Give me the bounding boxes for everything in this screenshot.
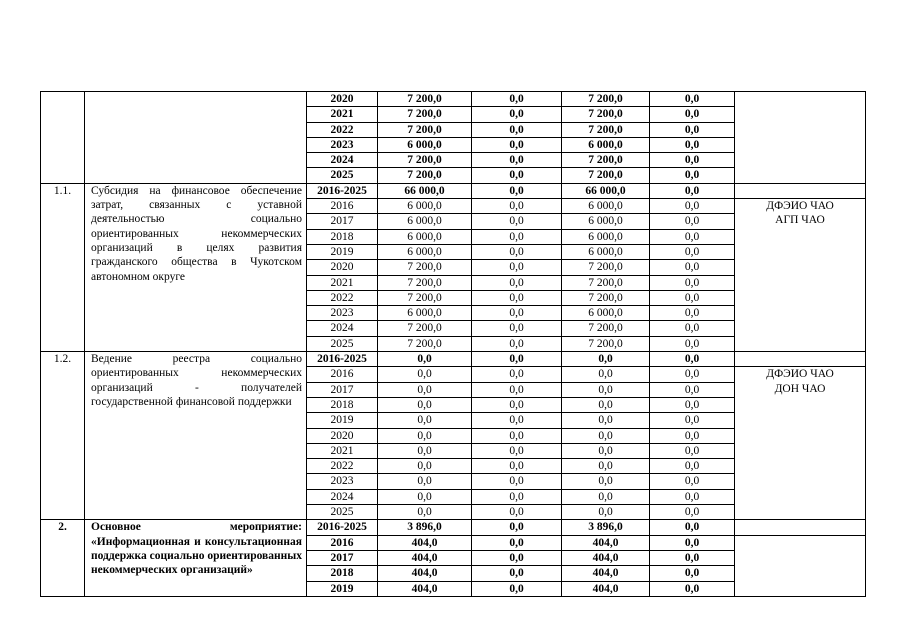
year-cell: 2016-2025 [307, 352, 378, 367]
year-cell: 2025 [307, 336, 378, 351]
total-cell: 6 000,0 [378, 199, 472, 214]
source-a-cell: 0,0 [472, 367, 562, 382]
source-c-cell: 0,0 [650, 321, 735, 336]
source-c-cell: 0,0 [650, 520, 735, 535]
year-cell: 2017 [307, 214, 378, 229]
item-description: Основное мероприятие: «Информационная и консультационная поддержка социально ориентированных некоммерческих организаций» [85, 520, 307, 596]
source-a-cell: 0,0 [472, 550, 562, 565]
year-cell: 2025 [307, 505, 378, 520]
year-cell: 2017 [307, 550, 378, 565]
source-b-cell: 0,0 [562, 397, 650, 412]
item-description: Субсидия на финансовое обеспечение затрат, связанных с уставной деятельностью социально ориентированных некоммерческих организаций в целях развития гражданского общества в Чукотском автономном округе [85, 183, 307, 351]
source-b-cell: 6 000,0 [562, 306, 650, 321]
total-cell: 0,0 [378, 397, 472, 412]
source-c-cell: 0,0 [650, 397, 735, 412]
source-b-cell: 7 200,0 [562, 275, 650, 290]
total-cell: 0,0 [378, 413, 472, 428]
source-c-cell: 0,0 [650, 367, 735, 382]
year-cell: 2020 [307, 428, 378, 443]
item-number: 1.2. [41, 352, 85, 520]
total-cell: 66 000,0 [378, 183, 472, 198]
source-c-cell: 0,0 [650, 474, 735, 489]
source-c-cell: 0,0 [650, 168, 735, 183]
source-c-cell: 0,0 [650, 137, 735, 152]
year-cell: 2021 [307, 275, 378, 290]
total-cell: 6 000,0 [378, 244, 472, 259]
source-b-cell: 0,0 [562, 382, 650, 397]
source-a-cell: 0,0 [472, 168, 562, 183]
source-a-cell: 0,0 [472, 581, 562, 596]
source-b-cell: 7 200,0 [562, 336, 650, 351]
responsible-blank [735, 92, 866, 184]
total-cell: 404,0 [378, 535, 472, 550]
source-c-cell: 0,0 [650, 244, 735, 259]
total-cell: 3 896,0 [378, 520, 472, 535]
table-row [41, 92, 866, 107]
year-cell: 2021 [307, 443, 378, 458]
total-cell: 0,0 [378, 428, 472, 443]
source-a-cell: 0,0 [472, 275, 562, 290]
source-b-cell: 6 000,0 [562, 214, 650, 229]
responsible-executors [735, 535, 866, 596]
source-b-cell: 7 200,0 [562, 168, 650, 183]
total-cell: 7 200,0 [378, 275, 472, 290]
source-a-cell: 0,0 [472, 260, 562, 275]
source-a-cell: 0,0 [472, 459, 562, 474]
total-cell: 7 200,0 [378, 321, 472, 336]
source-b-cell: 0,0 [562, 505, 650, 520]
responsible-org: ДФЭИО ЧАО [766, 200, 834, 213]
source-c-cell: 0,0 [650, 550, 735, 565]
source-a-cell: 0,0 [472, 413, 562, 428]
source-c-cell: 0,0 [650, 505, 735, 520]
year-cell: 2025 [307, 168, 378, 183]
year-cell: 2016-2025 [307, 183, 378, 198]
source-a-cell: 0,0 [472, 443, 562, 458]
year-cell: 2016 [307, 535, 378, 550]
responsible-org: АГП ЧАО [775, 214, 825, 227]
responsible-executors [735, 199, 866, 352]
year-cell: 2019 [307, 413, 378, 428]
source-c-cell: 0,0 [650, 459, 735, 474]
year-cell: 2024 [307, 489, 378, 504]
total-cell: 0,0 [378, 382, 472, 397]
item-description [85, 92, 307, 184]
source-a-cell: 0,0 [472, 107, 562, 122]
source-a-cell: 0,0 [472, 244, 562, 259]
total-cell: 7 200,0 [378, 153, 472, 168]
item-number: 2. [41, 520, 85, 596]
year-cell: 2023 [307, 474, 378, 489]
total-cell: 0,0 [378, 367, 472, 382]
total-cell: 0,0 [378, 474, 472, 489]
source-c-cell: 0,0 [650, 229, 735, 244]
source-c-cell: 0,0 [650, 535, 735, 550]
source-c-cell: 0,0 [650, 382, 735, 397]
source-a-cell: 0,0 [472, 535, 562, 550]
item-description: Ведение реестра социально ориентированных некоммерческих организаций - получателей государственной финансовой поддержки [85, 352, 307, 520]
responsible-org: ДФЭИО ЧАО [766, 368, 834, 381]
source-c-cell: 0,0 [650, 183, 735, 198]
year-cell: 2017 [307, 382, 378, 397]
responsible-blank [735, 352, 866, 367]
year-cell: 2022 [307, 290, 378, 305]
year-cell: 2018 [307, 229, 378, 244]
source-b-cell: 3 896,0 [562, 520, 650, 535]
source-c-cell: 0,0 [650, 214, 735, 229]
source-a-cell: 0,0 [472, 428, 562, 443]
source-b-cell: 6 000,0 [562, 137, 650, 152]
total-cell: 6 000,0 [378, 229, 472, 244]
source-c-cell: 0,0 [650, 306, 735, 321]
total-cell: 0,0 [378, 352, 472, 367]
total-cell: 0,0 [378, 443, 472, 458]
source-b-cell: 7 200,0 [562, 122, 650, 137]
source-b-cell: 404,0 [562, 581, 650, 596]
source-a-cell: 0,0 [472, 122, 562, 137]
year-cell: 2019 [307, 581, 378, 596]
source-a-cell: 0,0 [472, 199, 562, 214]
source-a-cell: 0,0 [472, 137, 562, 152]
year-cell: 2018 [307, 397, 378, 412]
source-b-cell: 0,0 [562, 352, 650, 367]
source-c-cell: 0,0 [650, 275, 735, 290]
source-b-cell: 7 200,0 [562, 92, 650, 107]
source-b-cell: 404,0 [562, 566, 650, 581]
source-b-cell: 7 200,0 [562, 290, 650, 305]
program-funding-table [40, 91, 866, 597]
table-row [41, 520, 866, 535]
source-b-cell: 0,0 [562, 367, 650, 382]
responsible-blank [735, 520, 866, 535]
year-cell: 2023 [307, 306, 378, 321]
source-b-cell: 0,0 [562, 428, 650, 443]
source-a-cell: 0,0 [472, 352, 562, 367]
source-c-cell: 0,0 [650, 290, 735, 305]
source-c-cell: 0,0 [650, 260, 735, 275]
source-c-cell: 0,0 [650, 199, 735, 214]
source-a-cell: 0,0 [472, 92, 562, 107]
total-cell: 6 000,0 [378, 137, 472, 152]
year-cell: 2019 [307, 244, 378, 259]
source-a-cell: 0,0 [472, 397, 562, 412]
source-c-cell: 0,0 [650, 413, 735, 428]
total-cell: 7 200,0 [378, 107, 472, 122]
year-cell: 2024 [307, 321, 378, 336]
source-a-cell: 0,0 [472, 321, 562, 336]
total-cell: 6 000,0 [378, 214, 472, 229]
total-cell: 7 200,0 [378, 92, 472, 107]
year-cell: 2016 [307, 367, 378, 382]
source-a-cell: 0,0 [472, 153, 562, 168]
source-b-cell: 404,0 [562, 535, 650, 550]
source-b-cell: 7 200,0 [562, 260, 650, 275]
responsible-org: ДОН ЧАО [774, 382, 826, 395]
source-b-cell: 7 200,0 [562, 107, 650, 122]
source-c-cell: 0,0 [650, 581, 735, 596]
total-cell: 7 200,0 [378, 290, 472, 305]
source-c-cell: 0,0 [650, 352, 735, 367]
source-c-cell: 0,0 [650, 92, 735, 107]
source-b-cell: 6 000,0 [562, 229, 650, 244]
source-a-cell: 0,0 [472, 214, 562, 229]
total-cell: 0,0 [378, 459, 472, 474]
item-number [41, 92, 85, 184]
year-cell: 2024 [307, 153, 378, 168]
source-b-cell: 0,0 [562, 474, 650, 489]
source-a-cell: 0,0 [472, 290, 562, 305]
source-c-cell: 0,0 [650, 122, 735, 137]
source-c-cell: 0,0 [650, 153, 735, 168]
source-a-cell: 0,0 [472, 566, 562, 581]
item-number: 1.1. [41, 183, 85, 351]
source-a-cell: 0,0 [472, 382, 562, 397]
table-row [41, 352, 866, 367]
source-a-cell: 0,0 [472, 336, 562, 351]
total-cell: 404,0 [378, 581, 472, 596]
total-cell: 404,0 [378, 550, 472, 565]
responsible-executors [735, 367, 866, 520]
year-cell: 2023 [307, 137, 378, 152]
source-c-cell: 0,0 [650, 107, 735, 122]
year-cell: 2022 [307, 122, 378, 137]
source-a-cell: 0,0 [472, 489, 562, 504]
source-b-cell: 0,0 [562, 459, 650, 474]
year-cell: 2021 [307, 107, 378, 122]
source-b-cell: 7 200,0 [562, 153, 650, 168]
total-cell: 7 200,0 [378, 336, 472, 351]
total-cell: 0,0 [378, 505, 472, 520]
total-cell: 6 000,0 [378, 306, 472, 321]
source-b-cell: 6 000,0 [562, 199, 650, 214]
source-c-cell: 0,0 [650, 336, 735, 351]
year-cell: 2020 [307, 260, 378, 275]
year-cell: 2020 [307, 92, 378, 107]
source-c-cell: 0,0 [650, 443, 735, 458]
total-cell: 7 200,0 [378, 168, 472, 183]
table-row [41, 183, 866, 198]
year-cell: 2016 [307, 199, 378, 214]
source-b-cell: 0,0 [562, 489, 650, 504]
source-b-cell: 0,0 [562, 443, 650, 458]
year-cell: 2022 [307, 459, 378, 474]
source-b-cell: 66 000,0 [562, 183, 650, 198]
source-a-cell: 0,0 [472, 306, 562, 321]
total-cell: 404,0 [378, 566, 472, 581]
responsible-blank [735, 183, 866, 198]
source-c-cell: 0,0 [650, 428, 735, 443]
source-b-cell: 6 000,0 [562, 244, 650, 259]
source-b-cell: 7 200,0 [562, 321, 650, 336]
source-b-cell: 404,0 [562, 550, 650, 565]
source-a-cell: 0,0 [472, 474, 562, 489]
table-body [41, 92, 866, 597]
year-cell: 2018 [307, 566, 378, 581]
source-c-cell: 0,0 [650, 566, 735, 581]
year-cell: 2016-2025 [307, 520, 378, 535]
total-cell: 7 200,0 [378, 122, 472, 137]
source-a-cell: 0,0 [472, 183, 562, 198]
source-b-cell: 0,0 [562, 413, 650, 428]
source-a-cell: 0,0 [472, 505, 562, 520]
source-a-cell: 0,0 [472, 229, 562, 244]
source-a-cell: 0,0 [472, 520, 562, 535]
total-cell: 7 200,0 [378, 260, 472, 275]
total-cell: 0,0 [378, 489, 472, 504]
source-c-cell: 0,0 [650, 489, 735, 504]
